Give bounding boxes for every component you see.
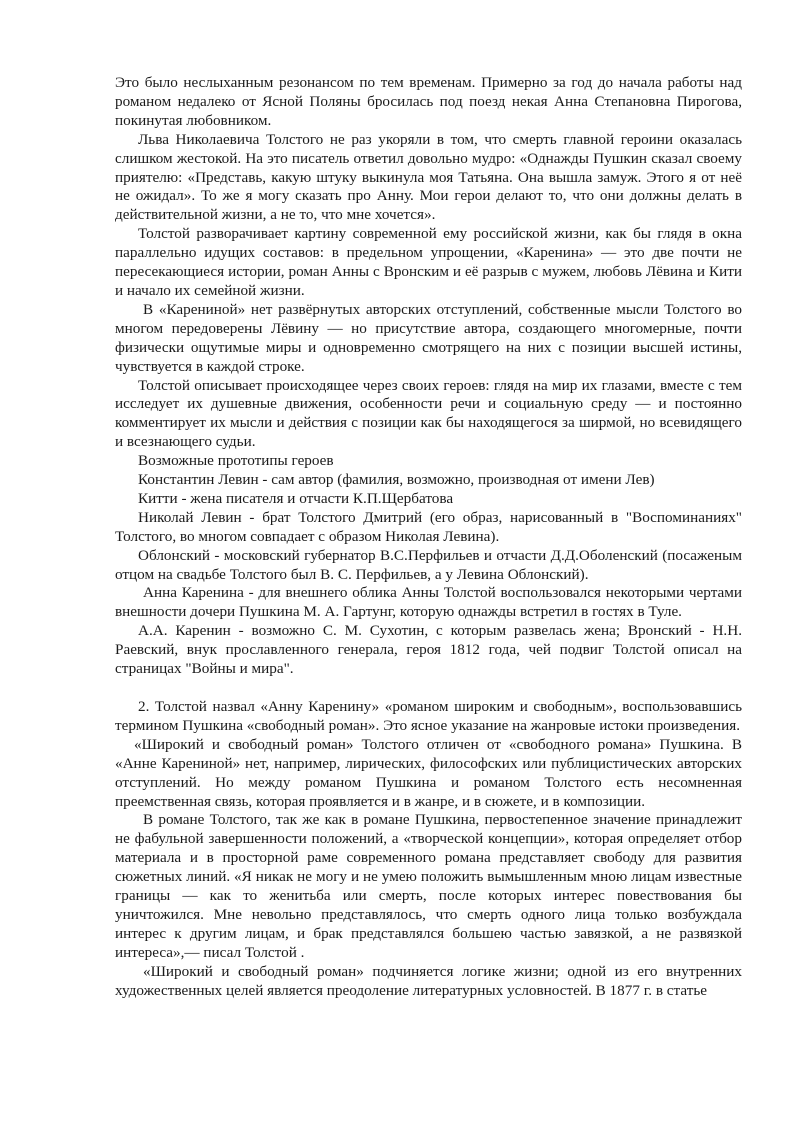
paragraph: Толстой описывает происходящее через своих героев: глядя на мир их глазами, вместе с тем исследует их душевные движения, особенности речи и социальную среду — и постоянно комментирует их мысли и действия с позиции как бы находящегося за ширмой, но всевидящего и всезнающего судьи. [115, 376, 742, 451]
paragraph: 2. Толстой назвал «Анну Каренину» «романом широким и свободным», воспользовавшись термином Пушкина «свободный роман». Это ясное указание на жанровые истоки произведения. [115, 698, 742, 734]
paragraph: «Широкий и свободный роман» подчиняется логике жизни; одной из его внутренних художественных целей является преодоление литературных условностей. В 1877 г. в статье [115, 962, 742, 999]
list-item: Николай Левин - брат Толстого Дмитрий (его образ, нарисованный в "Воспоминаниях" Толстого, во многом совпадает с образом Николая Левина). [115, 508, 742, 545]
paragraph: Льва Николаевича Толстого не раз укоряли в том, что смерть главной героини оказалась слишком жестокой. На это писатель ответил довольно мудро: «Однажды Пушкин сказал своему приятелю: «Представь, какую штуку выкинула моя Татьяна. Она вышла замуж. Этого я от неё не ожидал». То же я могу сказать про Анну. Мои герои делают то, что они должны делать в действительной жизни, а не то, что мне хочется». [115, 130, 742, 224]
list-item: А.А. Каренин - возможно С. М. Сухотин, с которым развелась жена; Вронский - Н.Н. Раевский, внук прославленного генерала, героя 1812 года, чей подвиг Толстой описал на страницах "Войны и мира". [115, 622, 742, 678]
paragraph: «Широкий и свободный роман» Толстого отличен от «свободного романа» Пушкина. В «Анне Карениной» нет, например, лирических, философских или публицистических авторских отступлений. Но между романом Пушкина и романом Толстого есть несомненная преемственная связь, которая проявляется и в жанре, и в сюжете, и в композиции. [115, 735, 742, 810]
list-item: Анна Каренина - для внешнего облика Анны Толстой воспользовался некоторыми чертами внешности дочери Пушкина М. А. Гартунг, которую однажды встретил в гостях в Туле. [115, 584, 742, 621]
paragraph: В «Карениной» нет развёрнутых авторских отступлений, собственные мысли Толстого во многом передоверены Лёвину — но присутствие автора, создающего многомерные, почти физически ощутимые миры и одновременно смотрящего на них с позиции высшей истины, чувствуется в каждой строке. [115, 300, 742, 375]
paragraph: Это было неслыханным резонансом по тем временам. Примерно за год до начала работы над романом недалеко от Ясной Поляны бросилась под поезд некая Анна Степановна Пирогова, покинутая любовником. [115, 74, 742, 129]
list-item: Облонский - московский губернатор В.С.Перфильев и отчасти Д.Д.Оболенский (посаженым отцом на свадьбе Толстого был В. С. Перфильев, а у Левина Облонский). [115, 546, 742, 583]
paragraph: В романе Толстого, так же как в романе Пушкина, первостепенное значение принадлежит не фабульной завершенности положений, а «творческой концепции», которая определяет отбор материала и в просторной раме современного романа представляет свободу для развития сюжетных линий. «Я никак не могу и не умею положить вымышленным мною лицам известные границы — как то женитьба или смерть, после которых интерес повествования бы уничтожился. Мне невольно представлялось, что смерть одного лица только возбуждала интерес к другим лицам, и брак представлялся большею частью завязкой, а не развязкой интереса»,— писал Толстой . [115, 811, 742, 961]
document-page [115, 74, 742, 1001]
list-item: Константин Левин - сам автор (фамилия, возможно, производная от имени Лев) [138, 471, 655, 489]
paragraph: Толстой разворачивает картину современной ему российской жизни, как бы глядя в окна параллельно идущих составов: в предельном упрощении, «Каренина» — это две почти не пересекающиеся истории, роман Анны с Вронским и её разрыв с мужем, любовь Лёвина и Кити и начало их семейной жизни. [115, 225, 742, 299]
spacer [115, 679, 742, 698]
section-heading: Возможные прототипы героев [138, 452, 334, 470]
list-item: Китти - жена писателя и отчасти К.П.Щербатова [138, 489, 454, 507]
